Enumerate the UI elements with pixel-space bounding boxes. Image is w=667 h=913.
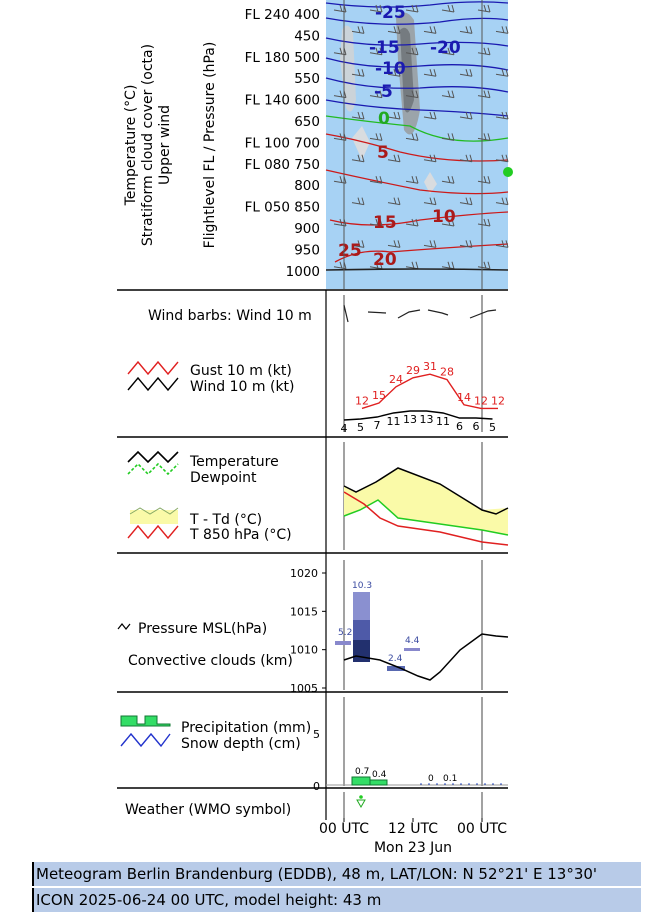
isotherm-label: 25 — [338, 241, 362, 261]
pressure-legend-label: Pressure MSL(hPa) — [138, 621, 268, 637]
cloud-label: 2.4 — [388, 654, 403, 664]
wind-panel — [128, 295, 505, 435]
gust-value-label: 24 — [389, 372, 403, 386]
pressure-level-label: FL 080 750 — [244, 156, 320, 173]
gust-value-label: 31 — [423, 360, 437, 374]
precip-legend-label: Precipitation (mm) — [181, 720, 312, 736]
ylabel-cloud-cover: Stratiform cloud cover (octa) — [140, 43, 156, 247]
dewpoint-legend-label: Dewpoint — [190, 470, 257, 486]
gust-value-label: 29 — [406, 363, 420, 377]
t850-legend-label: T 850 hPa (°C) — [190, 527, 292, 543]
temperature-panel — [128, 442, 508, 550]
pressure-level-label: FL 180 500 — [244, 49, 320, 66]
precip-label: 0.4 — [372, 770, 387, 780]
wind-value-label: 4 — [340, 422, 348, 435]
wind-value-label: 13 — [403, 413, 417, 426]
pressure-panel — [118, 560, 508, 695]
pressure-level-labels — [245, 7, 320, 280]
caption-line-1 — [34, 862, 641, 886]
gust-value-label: 28 — [440, 365, 454, 379]
isotherm-label: 15 — [373, 213, 397, 233]
shower-triangle-icon — [357, 800, 365, 807]
dewpoint-legend-symbol — [128, 464, 178, 474]
caption-line-2 — [34, 888, 641, 912]
cloud-bar — [335, 641, 351, 645]
isotherm-label: 10 — [432, 207, 456, 227]
pressure-level-label: FL 240 400 — [244, 7, 320, 23]
upper-axis-labels — [123, 42, 218, 249]
t850-legend-symbol — [128, 526, 178, 538]
temperature-legend-symbol — [128, 452, 178, 462]
ylabel-flightlevel: Flightlevel FL / Pressure (hPa) — [202, 41, 218, 249]
date-label: Mon 23 Jun — [373, 840, 453, 856]
isotherm-label: 20 — [373, 250, 397, 270]
cloud-label: 10.3 — [352, 581, 373, 591]
shower-dot-icon — [359, 795, 363, 799]
pressure-level-label: 950 — [294, 242, 320, 259]
pressure-level-label: FL 050 850 — [244, 199, 320, 216]
precip-bar — [370, 780, 387, 785]
weather-panel — [125, 792, 482, 818]
isotherm-edge-marker — [503, 167, 513, 177]
precip-label: 0.1 — [443, 774, 458, 784]
caption-station: Meteogram Berlin Brandenburg (EDDB), 48 m, LAT/LON: N 52°21' E 13°30' — [36, 865, 598, 883]
wind-value-label: 6 — [472, 420, 480, 433]
pressure-level-label: FL 100 700 — [244, 135, 320, 152]
time-tick-label: 12 UTC — [387, 821, 439, 837]
isotherm-label: 0 — [378, 109, 390, 129]
gust-value-label: 12 — [491, 394, 505, 408]
wind-line — [344, 411, 493, 420]
pressure-legend-symbol — [118, 624, 130, 629]
pressure-level-label: 450 — [294, 28, 320, 45]
cloud-label: 5.2 — [338, 628, 353, 638]
surface-wind-barbs — [344, 305, 496, 322]
pressure-level-label: 900 — [294, 221, 320, 237]
pressure-ytick: 1010 — [290, 643, 318, 657]
gust-value-label: 15 — [372, 389, 386, 402]
isotherm-label: -10 — [375, 59, 406, 79]
precip-ytick: 5 — [313, 728, 320, 741]
wind-barbs-label: Wind barbs: Wind 10 m — [148, 308, 312, 324]
isotherm-label: -20 — [430, 38, 461, 58]
temperature-legend-label: Temperature — [190, 454, 279, 470]
cloud-label: 4.4 — [405, 636, 420, 646]
pressure-ytick: 1015 — [290, 605, 318, 619]
wind-value-label: 5 — [357, 421, 364, 434]
pressure-level-label: 550 — [294, 71, 320, 88]
weather-label: Weather (WMO symbol) — [125, 802, 292, 818]
wind-series — [341, 360, 506, 435]
time-tick-label: 00 UTC — [318, 821, 370, 837]
precip-label: 0.7 — [355, 767, 370, 777]
isotherm-label: -5 — [374, 82, 393, 102]
caption-model: ICON 2025-06-24 00 UTC, model height: 43 m — [36, 891, 382, 909]
upper-air-panel — [123, 0, 513, 289]
isotherm-label: 5 — [377, 143, 389, 163]
precip-bar — [352, 777, 370, 785]
wind-legend-label: Wind 10 m (kt) — [190, 379, 295, 395]
pressure-ytick: 1020 — [290, 567, 318, 580]
wind-value-label: 5 — [489, 421, 496, 434]
wind-value-label: 6 — [456, 420, 463, 433]
precipitation-panel — [121, 697, 508, 793]
gust-value-label: 12 — [474, 394, 488, 408]
isotherm-label: -15 — [369, 38, 400, 58]
gust-legend-label: Gust 10 m (kt) — [190, 363, 292, 379]
pressure-ticks — [290, 567, 326, 695]
isotherm-label: -25 — [375, 3, 406, 23]
gust-value-label: 14 — [457, 390, 471, 404]
pressure-ytick: 1005 — [290, 682, 318, 695]
time-axis — [319, 818, 507, 856]
pressure-level-label: FL 140 600 — [244, 92, 320, 109]
wind-value-label: 13 — [419, 413, 434, 426]
precip-legend-symbol — [121, 716, 170, 726]
gust-legend-symbol — [128, 362, 178, 374]
convective-legend-label: Convective clouds (km) — [128, 653, 293, 669]
wind-value-label: 7 — [373, 419, 381, 432]
time-tick-label: 00 UTC — [456, 821, 508, 837]
gust-value-label: 12 — [355, 394, 369, 408]
precip-label: 0 — [428, 774, 434, 784]
convective-clouds — [335, 581, 420, 671]
cloud-bar — [404, 648, 420, 651]
wind-value-label: 11 — [386, 415, 401, 428]
wind-legend-symbol — [128, 378, 178, 390]
pressure-level-label: 800 — [294, 178, 320, 195]
ylabel-temperature: Temperature (°C) — [123, 84, 139, 206]
wind-value-label: 11 — [436, 415, 450, 428]
ylabel-upper-wind: Upper wind — [157, 105, 173, 185]
pressure-level-label: 650 — [294, 114, 320, 130]
snow-legend-symbol — [121, 734, 170, 746]
spread-legend-label: T - Td (°C) — [190, 512, 263, 528]
snow-legend-label: Snow depth (cm) — [181, 736, 301, 752]
pressure-level-label: 1000 — [285, 263, 320, 280]
precip-ytick: 0 — [313, 780, 320, 793]
